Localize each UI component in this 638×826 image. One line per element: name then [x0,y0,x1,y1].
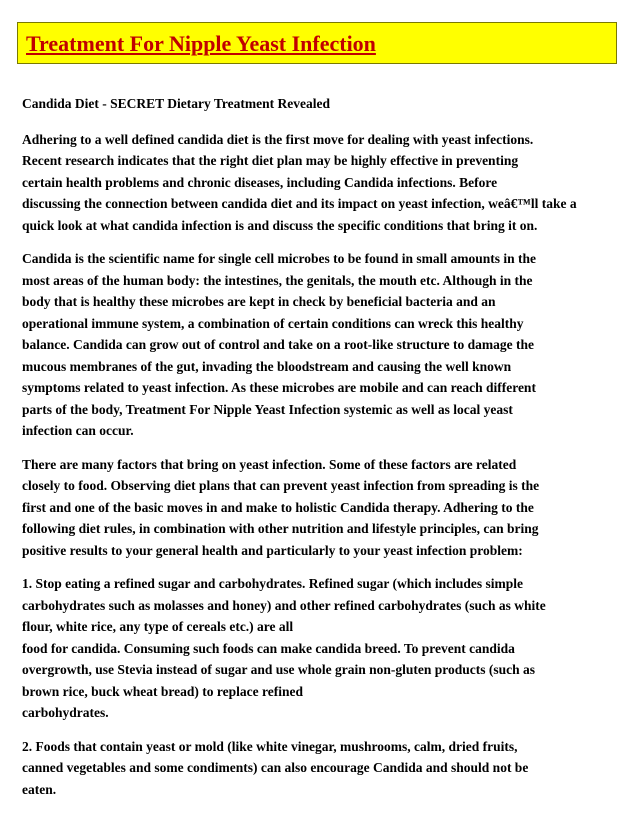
document-subtitle: Candida Diet - SECRET Dietary Treatment Revealed [22,96,330,111]
title-banner [17,22,617,64]
page-title: Treatment For Nipple Yeast Infection [26,31,376,56]
paragraph-line: discussing the connection between candida diet and its impact on yeast infection, weâ€™ll take a [22,196,577,211]
paragraph-line: Adhering to a well defined candida diet is the first move for dealing with yeast infections. [22,131,534,147]
paragraph-line: eaten. [22,781,57,797]
paragraph-line: mucous membranes of the gut, invading the bloodstream and causing the well known [22,358,512,374]
paragraph-line: flour, white rice, any type of cereals etc.) are all [22,619,294,634]
paragraph-line: carbohydrates. [22,705,109,720]
paragraph-line: operational immune system, a combination of certain conditions can wreck this healthy [22,315,524,331]
paragraph-line: first and one of the basic moves in and make to holistic Candida therapy. Adhering to the [22,499,534,515]
paragraph [22,736,638,801]
paragraph-line: parts of the body, Treatment For Nipple Yeast Infection systemic as well as local yeast [22,401,513,417]
paragraph-line: infection can occur. [22,423,134,438]
paragraph [22,248,638,442]
paragraph-line: Candida is the scientific name for single cell microbes to be found in small amounts in the [22,251,537,266]
document-body [22,93,638,812]
paragraph-line: There are many factors that bring on yeast infection. Some of these factors are related [22,456,517,472]
paragraph-line: quick look at what candida infection is and discuss the specific conditions that bring it on. [22,217,538,233]
paragraph-line: canned vegetables and some condiments) can also encourage Candida and should not be [22,760,529,775]
paragraph-line: symptoms related to yeast infection. As these microbes are mobile and can reach different [22,380,536,395]
paragraph-line: Recent research indicates that the right diet plan may be highly effective in preventing [22,153,519,168]
paragraph [22,129,638,237]
paragraph [22,454,638,562]
paragraph-line: body that is healthy these microbes are kept in check by beneficial bacteria and an [22,294,496,309]
paragraph-line: food for candida. Consuming such foods can make candida breed. To prevent candida [22,640,515,656]
paragraph-line: following diet rules, in combination with other nutrition and lifestyle principles, can bring [22,521,539,536]
paragraph-line: closely to food. Observing diet plans that can prevent yeast infection from spreading is the [22,478,540,493]
paragraph-line: 2. Foods that contain yeast or mold (like white vinegar, mushrooms, calm, dried fruits, [22,738,518,754]
paragraph-line: brown rice, buck wheat bread) to replace refined [22,683,303,699]
paragraph-list [22,129,638,801]
paragraph-line: positive results to your general health and particularly to your yeast infection problem: [22,542,523,558]
paragraph-line: certain health problems and chronic diseases, including Candida infections. Before [22,174,498,190]
paragraph-line: balance. Candida can grow out of control and take on a root-like structure to damage the [22,337,534,352]
paragraph [22,573,638,724]
paragraph-line: carbohydrates such as molasses and honey) and other refined carbohydrates (such as white [22,597,546,613]
paragraph-line: 1. Stop eating a refined sugar and carbohydrates. Refined sugar (which includes simple [22,576,524,591]
paragraph-line: overgrowth, use Stevia instead of sugar and use whole grain non-gluten products (such as [22,662,536,677]
paragraph-line: most areas of the human body: the intestines, the genitals, the mouth etc. Although in the [22,272,533,288]
